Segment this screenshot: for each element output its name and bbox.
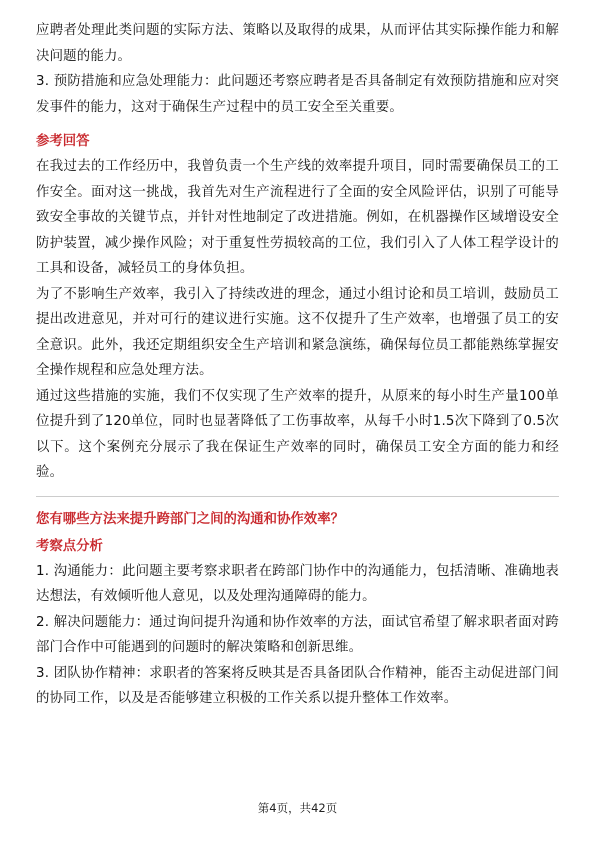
section-divider [36, 496, 559, 497]
analysis-point-1: 1. 沟通能力：此问题主要考察求职者在跨部门协作中的沟通能力，包括清晰、准确地表达想法，有效倾听他人意见，以及处理沟通障碍的能力。 [36, 563, 559, 604]
question-title: 您有哪些方法来提升跨部门之间的沟通和协作效率？ [36, 511, 344, 527]
analysis-point-3: 3. 团队协作精神：求职者的答案将反映其是否具备团队合作精神，能否主动促进部门间的协同工作，以及是否能够建立积极的工作关系以提升整体工作效率。 [36, 665, 559, 706]
reference-answer-heading: 参考回答 [36, 134, 90, 149]
answer-paragraph-3: 通过这些措施的实施，我们不仅实现了生产效率的提升，从原来的每小时生产量100单位提升到了120单位，同时也显著降低了工伤事故率，从每千小时1.5次下降到了0.5次以下。这个案例充分展示了我在保证生产效率的同时，确保员工安全方面的能力和经验。 [36, 388, 559, 480]
answer-paragraph-1: 在我过去的工作经历中，我曾负责一个生产线的效率提升项目，同时需要确保员工的工作安全。面对这一挑战，我首先对生产流程进行了全面的安全风险评估，识别了可能导致安全事故的关键节点，并针对性地制定了改进措施。例如，在机器操作区域增设安全防护装置，减少操作风险；对于重复性劳损较高的工位，我们引入了人体工程学设计的工具和设备，减轻员工的身体负担。 [36, 159, 559, 276]
paragraph-point-3: 3. 预防措施和应急处理能力：此问题还考察应聘者是否具备制定有效预防措施和应对突发事件的能力，这对于确保生产过程中的员工安全至关重要。 [36, 74, 559, 115]
answer-paragraph-2: 为了不影响生产效率，我引入了持续改进的理念，通过小组讨论和员工培训，鼓励员工提出改进意见，并对可行的建议进行实施。这不仅提升了生产效率，也增强了员工的安全意识。此外，我还定期组织安全生产培训和紧急演练，确保每位员工都能熟练掌握安全操作规程和应急处理方法。 [36, 286, 559, 378]
page-content [36, 18, 559, 712]
analysis-point-2: 2. 解决问题能力：通过询问提升沟通和协作效率的方法，面试官希望了解求职者面对跨部门合作中可能遇到的问题时的解决策略和创新思维。 [36, 614, 559, 655]
page-number-footer: 第4页，共42页 [257, 801, 338, 815]
analysis-heading: 考察点分析 [36, 538, 103, 554]
paragraph-continued: 应聘者处理此类问题的实际方法、策略以及取得的成果，从而评估其实际操作能力和解决问题的能力。 [36, 23, 559, 64]
